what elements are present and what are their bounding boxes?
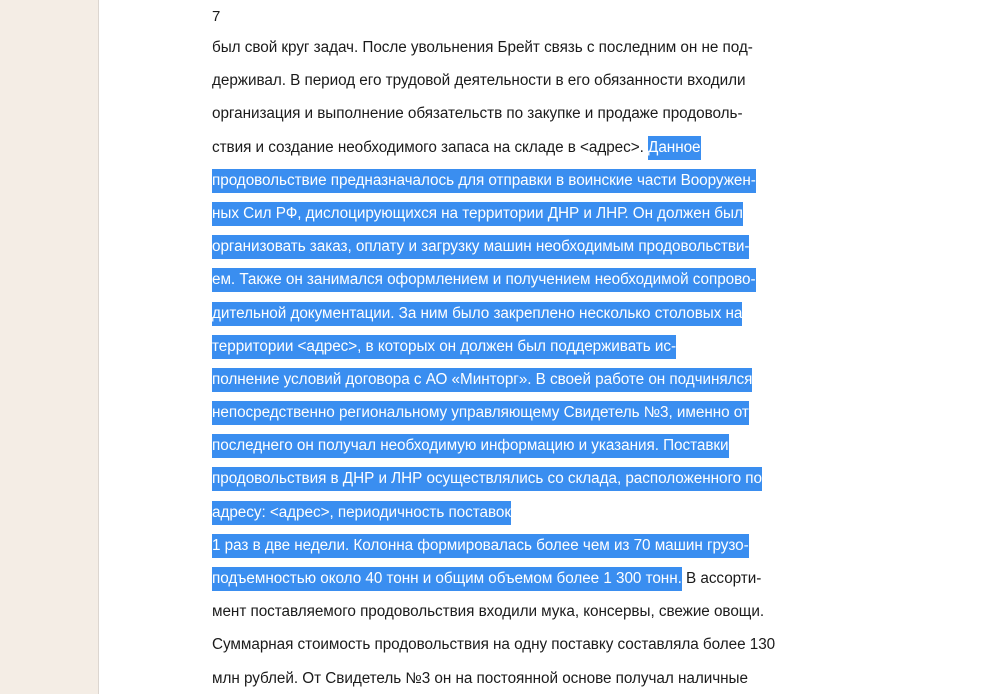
document-line [212,330,832,363]
document-line [212,628,832,661]
document-line [212,429,832,462]
text-run: мент поставляемого продовольствия входили мука, консервы, свежие овощи. [212,603,765,621]
document-line [212,496,832,529]
selected-text-run[interactable]: продовольствие предназначалось для отправки в воинские части Вооружен- [212,169,756,193]
document-line [212,363,832,396]
document-line [212,263,832,296]
document-line [212,64,832,97]
text-run: организация и выполнение обязательств по закупке и продаже продоволь- [212,105,743,123]
document-line [212,197,832,230]
document-line [212,662,832,694]
document-line [212,31,832,64]
text-run: В ассорти- [681,570,762,587]
text-run: ствия и создание необходимого запаса на складе в <адрес>. [212,138,649,156]
text-run: был свой круг задач. После увольнения Брейт связь с последним он не под- [212,39,753,56]
selected-text-run[interactable]: дительной документации. За ним было закреплено несколько столовых на [212,302,742,326]
selected-text-run[interactable]: адресу: <адрес>, периодичность поставок [212,501,511,525]
text-run: Суммарная стоимость продовольствия на одну поставку составляла более 130 [212,636,776,654]
selected-text-run[interactable]: территории <адрес>, в которых он должен был поддерживать ис- [212,335,676,359]
selected-text-run[interactable]: Данное [648,136,700,160]
document-line [212,97,832,130]
page-number: 7 [212,8,221,25]
document-page[interactable] [212,0,998,694]
left-margin-panel [0,0,99,694]
document-line [212,131,832,164]
document-line [212,297,832,330]
document-line [212,396,832,429]
document-line [212,595,832,628]
document-line [212,562,832,595]
selected-text-run[interactable]: полнение условий договора с АО «Минторг». В своей работе он подчинялся [212,368,752,392]
selected-text-run[interactable]: продовольствия в ДНР и ЛНР осуществлялись со склада, расположенного по [212,467,762,491]
document-text-block [212,0,832,694]
selected-text-run[interactable]: непосредственно региональному управляющему Свидетель №3, именно от [212,401,749,425]
document-line [212,462,832,495]
text-run: держивал. В период его трудовой деятельности в его обязанности входили [212,72,746,90]
selected-text-run[interactable]: ных Сил РФ, дислоцирующихся на территории ДНР и ЛНР. Он должен был [212,202,743,226]
document-line [212,164,832,197]
selected-text-run[interactable]: организовать заказ, оплату и загрузку машин необходимым продовольстви- [212,235,749,259]
document-lines [212,31,832,694]
selected-text-run[interactable]: ем. Также он занимался оформлением и получением необходимой сопрово- [212,268,756,292]
selected-text-run[interactable]: подъемностью около 40 тонн и общим объемом более 1 300 тонн. [212,567,682,591]
selected-text-run[interactable]: последнего он получал необходимую информацию и указания. Поставки [212,434,729,458]
selected-text-run[interactable]: 1 раз в две недели. Колонна формировалась более чем из 70 машин грузо- [212,534,749,558]
page-gutter [99,0,212,694]
document-line [212,230,832,263]
text-run: млн рублей. От Свидетель №3 он на постоянной основе получал наличные [212,669,748,687]
document-line [212,529,832,562]
